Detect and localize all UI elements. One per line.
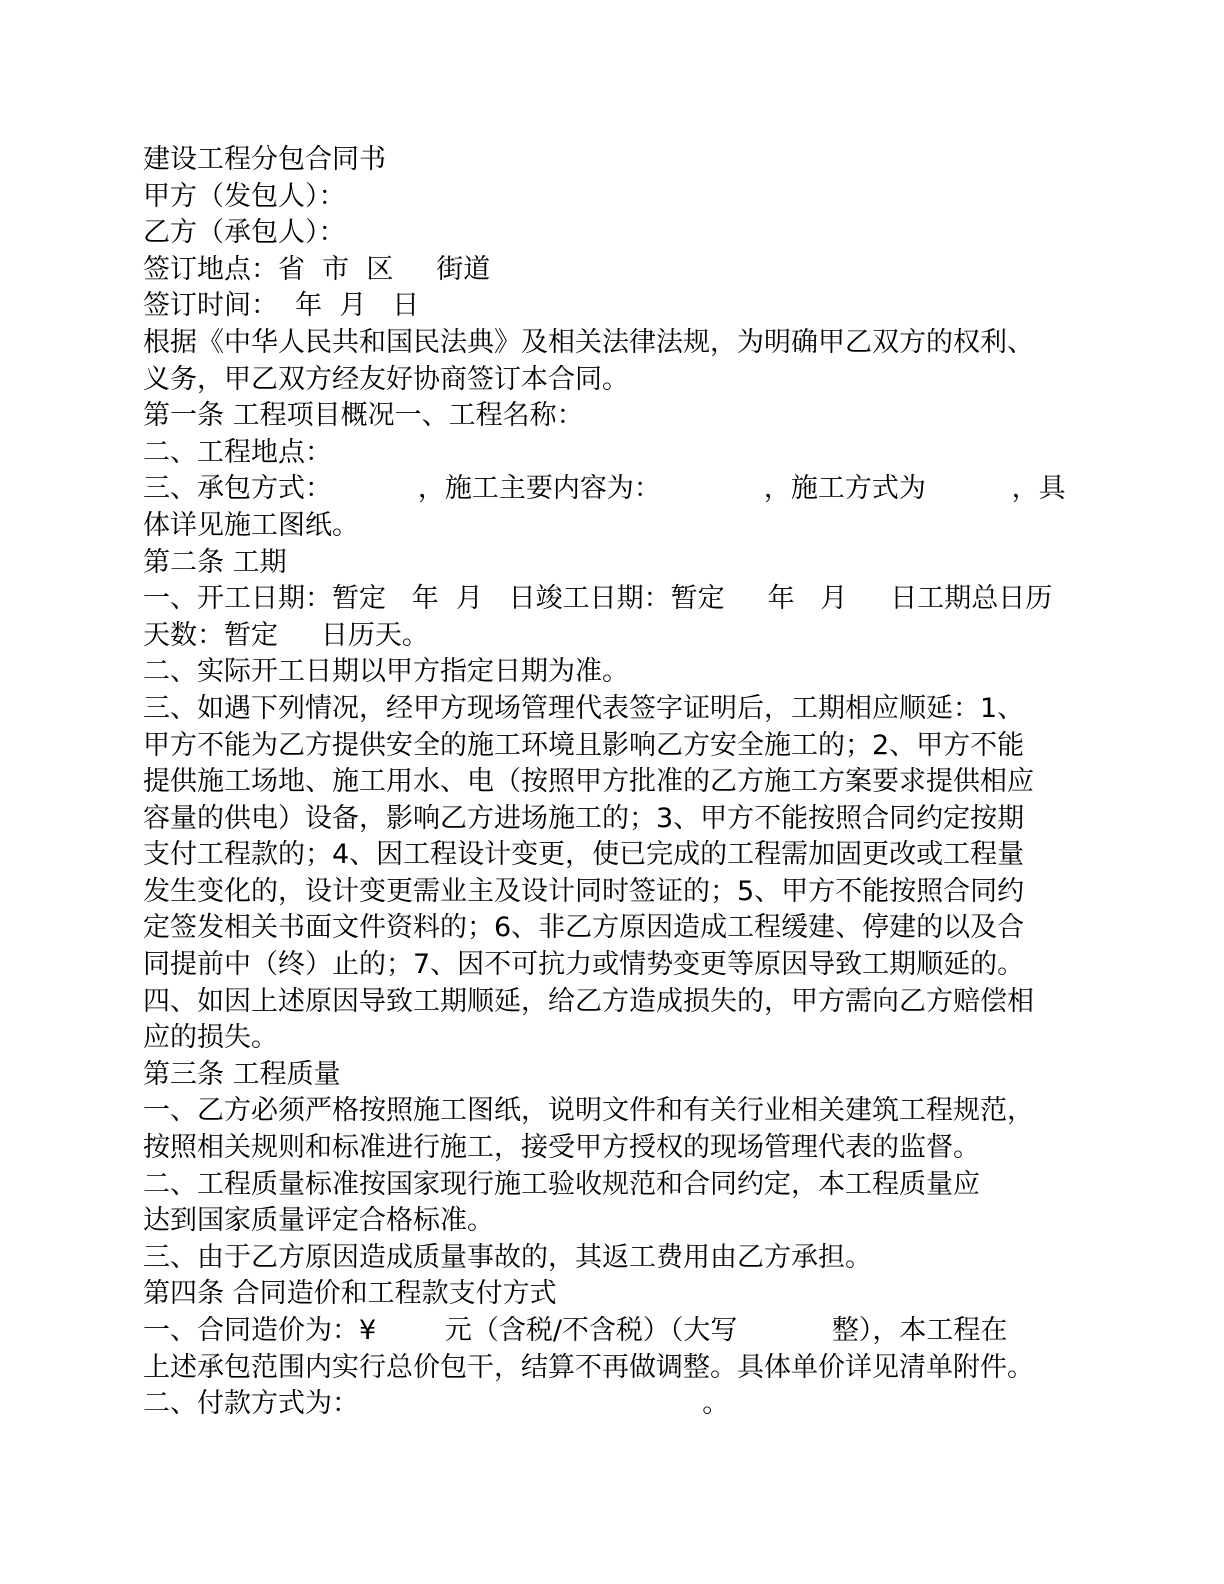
article-2-clause: 三、如遇下列情况，经甲方现场管理代表签字证明后，工期相应顺延：1、	[143, 692, 1025, 724]
article-2-clause: 发生变化的，设计变更需业主及设计同时签证的；5、甲方不能按照合同约	[143, 875, 1025, 907]
party-a-line: 甲方（发包人）：	[143, 180, 346, 212]
article-3-clause: 二、工程质量标准按国家现行施工验收规范和合同约定，本工程质量应	[143, 1168, 980, 1200]
party-b-line: 乙方（承包人）：	[143, 217, 346, 249]
article-2-clause: 一、开工日期：暂定 年 月 日竣工日期：暂定 年 月 日工期总日历	[143, 583, 1053, 615]
contract-document	[143, 142, 1073, 1423]
article-2-clause: 提供施工场地、施工用水、电（按照甲方批准的乙方施工方案要求提供相应	[143, 766, 1034, 798]
article-3-clause: 三、由于乙方原因造成质量事故的，其返工费用由乙方承担。	[143, 1241, 872, 1273]
article-3-clause: 一、乙方必须严格按照施工图纸，说明文件和有关行业相关建筑工程规范，	[143, 1095, 1034, 1127]
article-1-heading: 第一条 工程项目概况一、工程名称：	[143, 400, 584, 432]
signing-place-line: 签订地点：省 市 区 街道	[143, 253, 491, 285]
article-4-clause: 上述承包范围内实行总价包干，结算不再做调整。具体单价详见清单附件。	[143, 1351, 1034, 1383]
article-1-clause: 二、工程地点：	[143, 436, 332, 468]
article-2-clause: 支付工程款的；4、因工程设计变更，使已完成的工程需加固更改或工程量	[143, 839, 1025, 871]
article-1-clause: 体详见施工图纸。	[143, 509, 359, 541]
article-3-clause: 按照相关规则和标准进行施工，接受甲方授权的现场管理代表的监督。	[143, 1132, 980, 1164]
article-4-clause: 二、付款方式为： 。	[143, 1388, 730, 1420]
document-title: 建设工程分包合同书	[143, 144, 386, 175]
article-1-clause: 三、承包方式： ，施工主要内容为： ，施工方式为 ，具	[143, 473, 1066, 505]
article-2-heading: 第二条 工期	[143, 546, 287, 578]
article-2-clause: 甲方不能为乙方提供安全的施工环境且影响乙方安全施工的；2、甲方不能	[143, 729, 1025, 761]
preamble-line: 根据《中华人民共和国民法典》及相关法律法规，为明确甲乙双方的权利、	[143, 326, 1034, 358]
article-4-heading: 第四条 合同造价和工程款支付方式	[143, 1278, 557, 1310]
article-4-clause: 一、合同造价为：¥ 元（含税/不含税）（大写 整），本工程在	[143, 1315, 1008, 1346]
signing-date-line: 签订时间： 年 月 日	[143, 290, 420, 322]
article-2-clause: 四、如因上述原因导致工期顺延，给乙方造成损失的，甲方需向乙方赔偿相	[143, 985, 1034, 1017]
article-2-clause: 定签发相关书面文件资料的；6、非乙方原因造成工程缓建、停建的以及合	[143, 912, 1025, 944]
article-2-clause: 应的损失。	[143, 1022, 278, 1054]
article-3-clause: 达到国家质量评定合格标准。	[143, 1205, 494, 1237]
article-2-clause: 二、实际开工日期以甲方指定日期为准。	[143, 656, 629, 688]
article-2-clause: 天数：暂定 日历天。	[143, 619, 429, 651]
article-2-clause: 同提前中（终）止的；7、因不可抗力或情势变更等原因导致工期顺延的。	[143, 949, 1025, 981]
article-2-clause: 容量的供电）设备，影响乙方进场施工的；3、甲方不能按照合同约定按期	[143, 802, 1025, 834]
preamble-line: 义务，甲乙双方经友好协商签订本合同。	[143, 363, 629, 395]
article-3-heading: 第三条 工程质量	[143, 1058, 341, 1090]
